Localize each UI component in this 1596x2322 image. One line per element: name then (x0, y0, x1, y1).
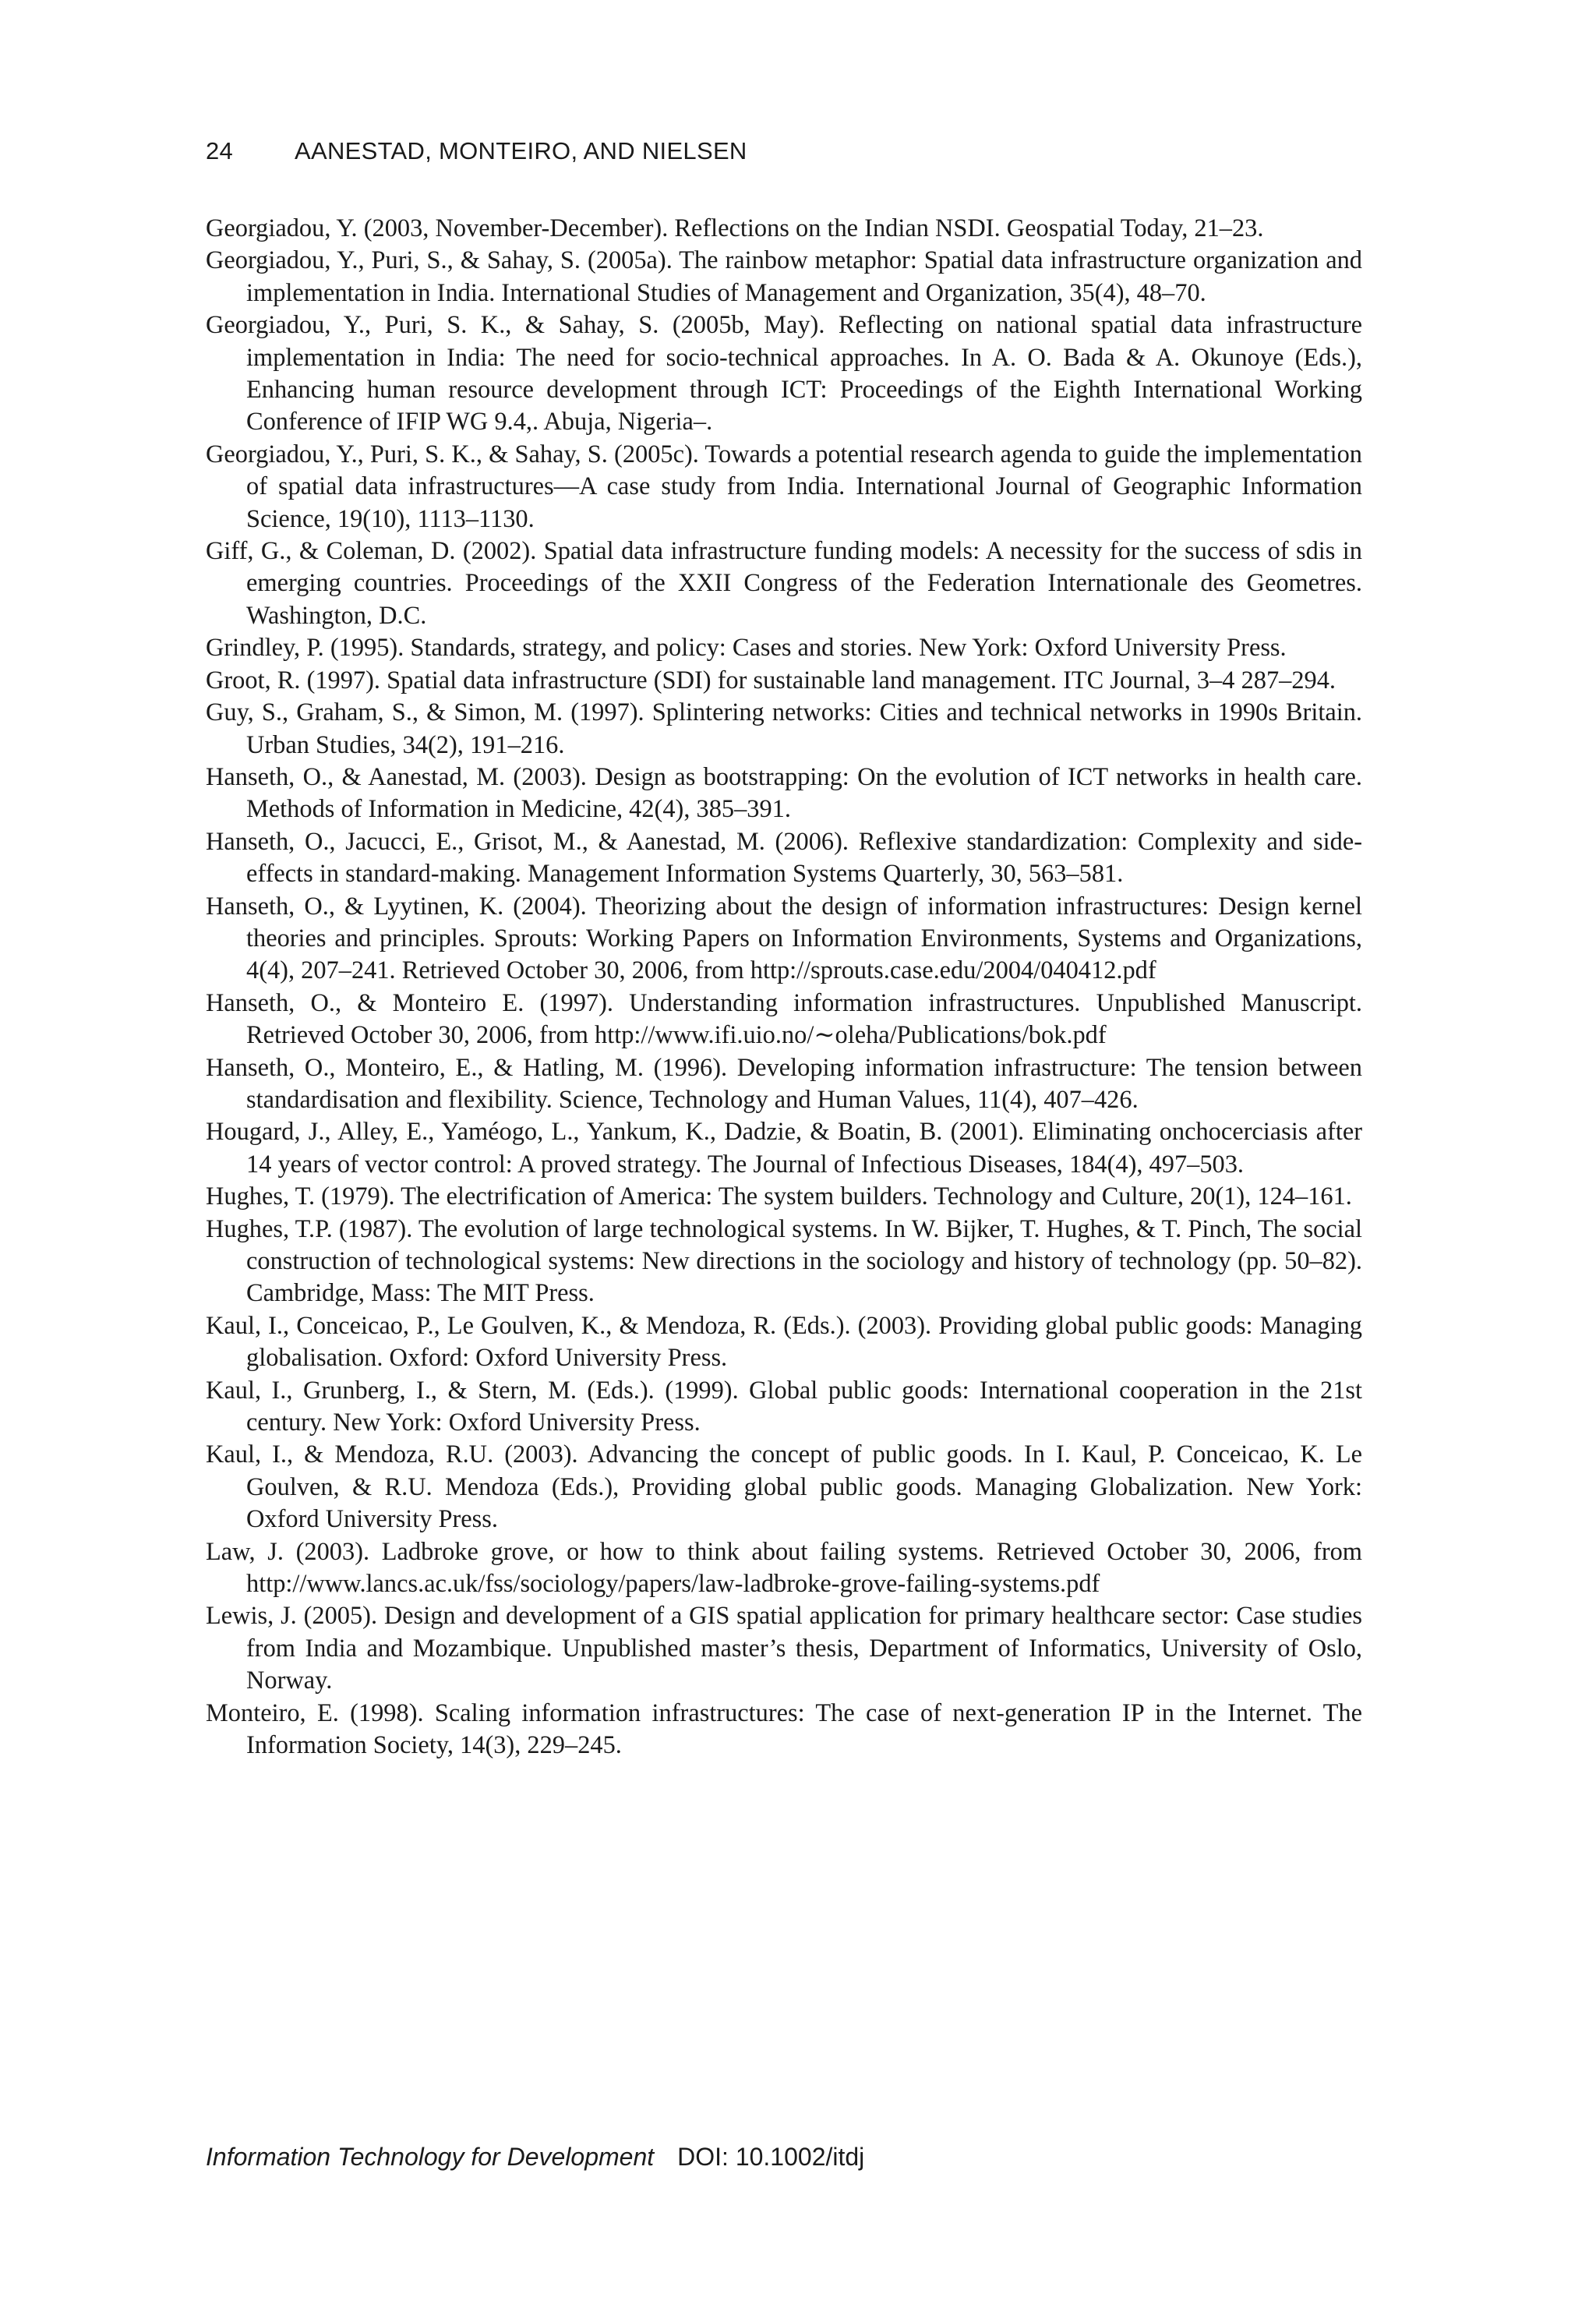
reference-entry: Law, J. (2003). Ladbroke grove, or how to think about failing systems. Retrieved October 30, 2006, from http://www.lancs.ac.uk/fss/sociology/papers/law-ladbroke-grove-failing-systems.pdf (206, 1537, 1362, 1599)
page-footer (206, 2143, 864, 2172)
reference-entry: Hanseth, O., & Monteiro E. (1997). Understanding information infrastructures. Unpublished Manuscript. Retrieved October 30, 2006, from http://www.ifi.uio.no/∼oleha/Publications/bok.pdf (206, 988, 1362, 1050)
reference-entry: Georgiadou, Y. (2003, November-December). Reflections on the Indian NSDI. Geospatial Today, 21–23. (206, 214, 1264, 242)
reference-entry: Hughes, T. (1979). The electrification of America: The system builders. Technology and Culture, 20(1), 124–161. (206, 1182, 1352, 1211)
reference-entry: Hanseth, O., & Aanestad, M. (2003). Design as bootstrapping: On the evolution of ICT networks in health care. Methods of Information in Medicine, 42(4), 385–391. (206, 762, 1362, 824)
reference-entry: Giff, G., & Coleman, D. (2002). Spatial data infrastructure funding models: A necessity for the success of sdis in emerging countries. Proceedings of the XXII Congress of the Federation Internationale des Geometres. Washington, D.C. (206, 537, 1362, 630)
reference-entry: Georgiadou, Y., Puri, S., & Sahay, S. (2005a). The rainbow metaphor: Spatial data infrastructure organization and implementation in India. International Studies of Management and Organization, 35(4), 48–70. (206, 246, 1362, 307)
reference-entry: Georgiadou, Y., Puri, S. K., & Sahay, S. (2005c). Towards a potential research agenda to guide the implementation of spatial data infrastructures—A case study from India. International Journal of Geographic Information Science, 19(10), 1113–1130. (206, 440, 1362, 533)
reference-entry: Hanseth, O., Jacucci, E., Grisot, M., & Aanestad, M. (2006). Reflexive standardization: Complexity and side-effects in standard-making. Management Information Systems Quarterly, 30, 563–581. (206, 827, 1362, 889)
journal-doi: DOI: 10.1002/itdj (677, 2143, 865, 2171)
reference-entry: Hughes, T.P. (1987). The evolution of large technological systems. In W. Bijker, T. Hughes, & T. Pinch, The social construction of technological systems: New directions in the sociology and history of technology (pp. 50–82). Cambridge, Mass: The MIT Press. (206, 1214, 1362, 1308)
reference-entry: Kaul, I., Grunberg, I., & Stern, M. (Eds.). (1999). Global public goods: International cooperation in the 21st century. New York: Oxford University Press. (206, 1376, 1362, 1437)
page-number: 24 (206, 137, 234, 164)
reference-entry: Monteiro, E. (1998). Scaling information infrastructures: The case of next-generation IP in the Internet. The Information Society, 14(3), 229–245. (206, 1698, 1362, 1760)
reference-entry: Georgiadou, Y., Puri, S. K., & Sahay, S. (2005b, May). Reflecting on national spatial data infrastructure implementation in India: The need for socio-technical approaches. In A. O. Bada & A. Okunoye (Eds.), Enhancing human resource development through ICT: Proceedings of the Eighth International Working Conference of IFIP WG 9.4,. Abuja, Nigeria–. (206, 311, 1362, 436)
reference-entry: Grindley, P. (1995). Standards, strategy, and policy: Cases and stories. New York: Oxford University Press. (206, 634, 1287, 663)
reference-entry: Kaul, I., & Mendoza, R.U. (2003). Advancing the concept of public goods. In I. Kaul, P. Conceicao, K. Le Goulven, & R.U. Mendoza (Eds.), Providing global public goods. Managing Globalization. New York: Oxford University Press. (206, 1440, 1362, 1534)
reference-entry: Hanseth, O., Monteiro, E., & Hatling, M. (1996). Developing information infrastructure: The tension between standardisation and flexibility. Science, Technology and Human Values, 11(4), 407–426. (206, 1053, 1362, 1114)
reference-list (206, 213, 1362, 1762)
reference-entry: Lewis, J. (2005). Design and development of a GIS spatial application for primary healthcare sector: Case studies from India and Mozambique. Unpublished master’s thesis, Department of Informatics, University of Oslo, Norway. (206, 1602, 1362, 1695)
running-head-authors: AANESTAD, MONTEIRO, AND NIELSEN (295, 137, 747, 164)
reference-entry: Hougard, J., Alley, E., Yaméogo, L., Yankum, K., Dadzie, & Boatin, B. (2001). Eliminating onchocerciasis after 14 years of vector control: A proved strategy. The Journal of Infectious Diseases, 184(4), 497–503. (206, 1118, 1362, 1179)
running-head (206, 137, 747, 165)
reference-entry: Kaul, I., Conceicao, P., Le Goulven, K., & Mendoza, R. (Eds.). (2003). Providing global public goods: Managing globalisation. Oxford: Oxford University Press. (206, 1311, 1362, 1373)
reference-entry: Guy, S., Graham, S., & Simon, M. (1997). Splintering networks: Cities and technical networks in 1990s Britain. Urban Studies, 34(2), 191–216. (206, 698, 1362, 759)
reference-entry: Groot, R. (1997). Spatial data infrastructure (SDI) for sustainable land management. ITC Journal, 3–4 287–294. (206, 666, 1336, 694)
reference-entry: Hanseth, O., & Lyytinen, K. (2004). Theorizing about the design of information infrastructures: Design kernel theories and principles. Sprouts: Working Papers on Information Environments, Systems and Organizations, 4(4), 207–241. Retrieved October 30, 2006, from http://sprouts.case.edu/2004/040412.pdf (206, 892, 1362, 985)
journal-name: Information Technology for Development (206, 2143, 655, 2171)
